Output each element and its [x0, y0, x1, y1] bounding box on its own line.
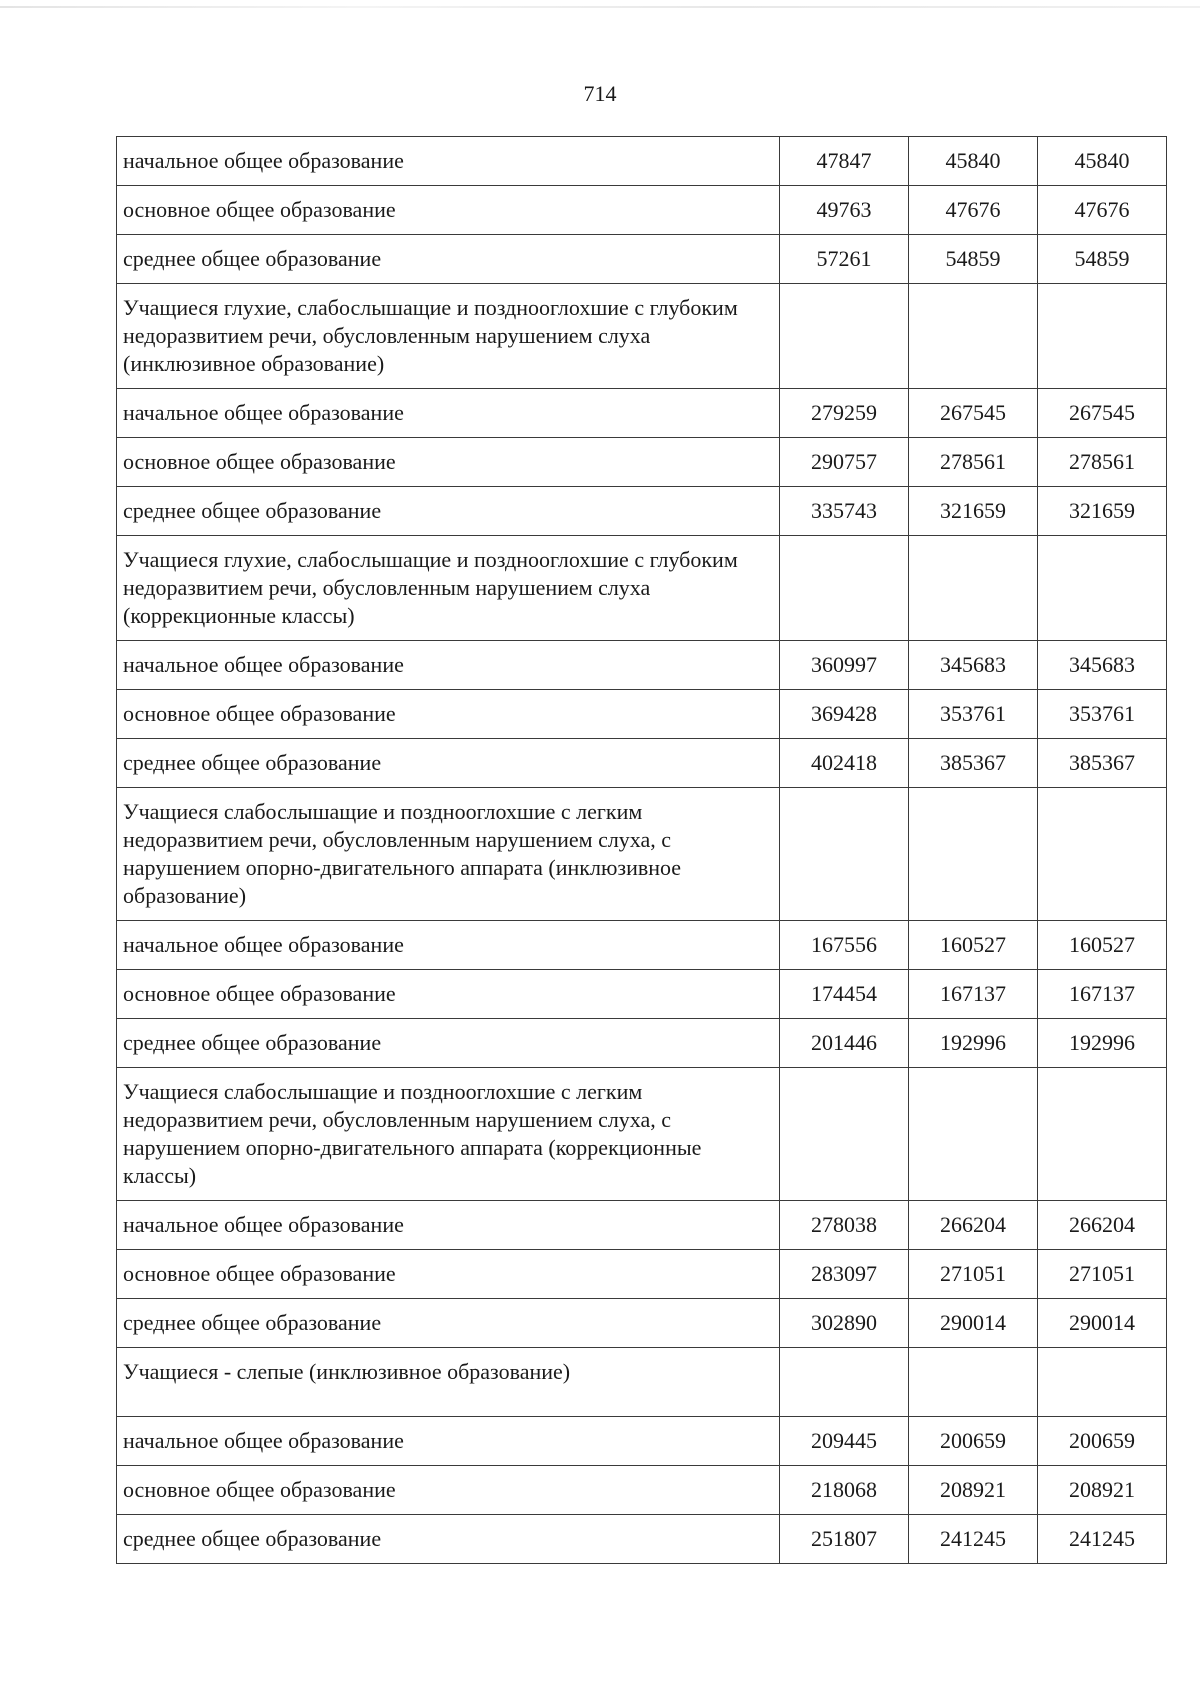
table-row	[117, 1299, 1167, 1348]
level-label-cell: основное общее образование	[117, 970, 780, 1019]
section-header-row	[117, 1348, 1167, 1417]
value-cell-year-3: 267545	[1038, 389, 1167, 438]
value-cell-year-3: 385367	[1038, 739, 1167, 788]
value-cell-year-2: 271051	[909, 1250, 1038, 1299]
level-label-cell: основное общее образование	[117, 690, 780, 739]
value-cell-year-3	[1038, 788, 1167, 921]
table-body	[117, 137, 1167, 1564]
value-cell-year-2: 278561	[909, 438, 1038, 487]
level-label-cell: основное общее образование	[117, 186, 780, 235]
level-label-cell: среднее общее образование	[117, 1299, 780, 1348]
value-cell-year-2: 267545	[909, 389, 1038, 438]
value-cell-year-3	[1038, 1068, 1167, 1201]
value-cell-year-1: 201446	[780, 1019, 909, 1068]
value-cell-year-2: 45840	[909, 137, 1038, 186]
value-cell-year-2	[909, 284, 1038, 389]
table-row	[117, 1417, 1167, 1466]
table-row	[117, 438, 1167, 487]
section-label-cell: Учащиеся глухие, слабослышащие и позднооглохшие с глубоким недоразвитием речи, обусловленным нарушением слуха (коррекционные классы)	[117, 536, 780, 641]
section-label-cell: Учащиеся - слепые (инклюзивное образование)	[117, 1348, 780, 1417]
value-cell-year-1: 218068	[780, 1466, 909, 1515]
value-cell-year-1: 290757	[780, 438, 909, 487]
value-cell-year-3: 45840	[1038, 137, 1167, 186]
value-cell-year-1: 49763	[780, 186, 909, 235]
level-label-cell: среднее общее образование	[117, 235, 780, 284]
level-label-cell: среднее общее образование	[117, 1019, 780, 1068]
value-cell-year-3: 208921	[1038, 1466, 1167, 1515]
level-label-cell: основное общее образование	[117, 438, 780, 487]
value-cell-year-2: 192996	[909, 1019, 1038, 1068]
table-row	[117, 1201, 1167, 1250]
section-header-row	[117, 284, 1167, 389]
value-cell-year-3: 200659	[1038, 1417, 1167, 1466]
value-cell-year-3: 353761	[1038, 690, 1167, 739]
table-row	[117, 186, 1167, 235]
value-cell-year-1: 47847	[780, 137, 909, 186]
value-cell-year-3: 271051	[1038, 1250, 1167, 1299]
value-cell-year-3: 54859	[1038, 235, 1167, 284]
section-header-row	[117, 1068, 1167, 1201]
table-row	[117, 1515, 1167, 1564]
value-cell-year-1	[780, 284, 909, 389]
level-label-cell: основное общее образование	[117, 1466, 780, 1515]
value-cell-year-2: 47676	[909, 186, 1038, 235]
value-cell-year-2: 345683	[909, 641, 1038, 690]
value-cell-year-2	[909, 1068, 1038, 1201]
table-row	[117, 690, 1167, 739]
value-cell-year-1: 278038	[780, 1201, 909, 1250]
table-row	[117, 137, 1167, 186]
table-row	[117, 1019, 1167, 1068]
value-cell-year-1: 57261	[780, 235, 909, 284]
value-cell-year-3: 241245	[1038, 1515, 1167, 1564]
value-cell-year-2: 200659	[909, 1417, 1038, 1466]
value-cell-year-3: 167137	[1038, 970, 1167, 1019]
value-cell-year-2: 266204	[909, 1201, 1038, 1250]
level-label-cell: начальное общее образование	[117, 389, 780, 438]
level-label-cell: основное общее образование	[117, 1250, 780, 1299]
value-cell-year-1: 174454	[780, 970, 909, 1019]
value-cell-year-1	[780, 536, 909, 641]
table-row	[117, 487, 1167, 536]
section-label-cell: Учащиеся слабослышащие и позднооглохшие с легким недоразвитием речи, обусловленным нарушением слуха, с нарушением опорно-двигательного аппарата (инклюзивное образование)	[117, 788, 780, 921]
value-cell-year-1: 402418	[780, 739, 909, 788]
value-cell-year-3: 278561	[1038, 438, 1167, 487]
value-cell-year-3	[1038, 284, 1167, 389]
value-cell-year-3: 160527	[1038, 921, 1167, 970]
section-header-row	[117, 788, 1167, 921]
value-cell-year-3	[1038, 1348, 1167, 1417]
table-row	[117, 739, 1167, 788]
value-cell-year-2: 241245	[909, 1515, 1038, 1564]
table-row	[117, 1466, 1167, 1515]
level-label-cell: среднее общее образование	[117, 739, 780, 788]
value-cell-year-2: 321659	[909, 487, 1038, 536]
table-row	[117, 1250, 1167, 1299]
value-cell-year-2: 54859	[909, 235, 1038, 284]
value-cell-year-1: 167556	[780, 921, 909, 970]
table-row	[117, 389, 1167, 438]
value-cell-year-2: 290014	[909, 1299, 1038, 1348]
value-cell-year-2	[909, 1348, 1038, 1417]
value-cell-year-2	[909, 788, 1038, 921]
value-cell-year-1: 369428	[780, 690, 909, 739]
value-cell-year-2: 385367	[909, 739, 1038, 788]
level-label-cell: начальное общее образование	[117, 137, 780, 186]
value-cell-year-1	[780, 1068, 909, 1201]
value-cell-year-2: 167137	[909, 970, 1038, 1019]
value-cell-year-2: 160527	[909, 921, 1038, 970]
table-row	[117, 970, 1167, 1019]
section-label-cell: Учащиеся слабослышащие и позднооглохшие с легким недоразвитием речи, обусловленным нарушением слуха, с нарушением опорно-двигательного аппарата (коррекционные классы)	[117, 1068, 780, 1201]
level-label-cell: начальное общее образование	[117, 641, 780, 690]
value-cell-year-3: 266204	[1038, 1201, 1167, 1250]
level-label-cell: начальное общее образование	[117, 921, 780, 970]
level-label-cell: начальное общее образование	[117, 1417, 780, 1466]
table-row	[117, 641, 1167, 690]
value-cell-year-3	[1038, 536, 1167, 641]
level-label-cell: среднее общее образование	[117, 487, 780, 536]
value-cell-year-3: 47676	[1038, 186, 1167, 235]
value-cell-year-2: 353761	[909, 690, 1038, 739]
section-header-row	[117, 536, 1167, 641]
level-label-cell: среднее общее образование	[117, 1515, 780, 1564]
value-cell-year-3: 345683	[1038, 641, 1167, 690]
value-cell-year-1: 360997	[780, 641, 909, 690]
value-cell-year-3: 290014	[1038, 1299, 1167, 1348]
value-cell-year-1: 302890	[780, 1299, 909, 1348]
value-cell-year-1: 283097	[780, 1250, 909, 1299]
value-cell-year-2: 208921	[909, 1466, 1038, 1515]
value-cell-year-1	[780, 788, 909, 921]
table-row	[117, 235, 1167, 284]
value-cell-year-3: 321659	[1038, 487, 1167, 536]
page-number: 714	[583, 81, 617, 106]
level-label-cell: начальное общее образование	[117, 1201, 780, 1250]
value-cell-year-1	[780, 1348, 909, 1417]
value-cell-year-3: 192996	[1038, 1019, 1167, 1068]
tariff-table	[116, 136, 1167, 1564]
value-cell-year-1: 335743	[780, 487, 909, 536]
value-cell-year-1: 251807	[780, 1515, 909, 1564]
table-row	[117, 921, 1167, 970]
value-cell-year-2	[909, 536, 1038, 641]
scan-edge-line	[0, 6, 1200, 8]
value-cell-year-1: 209445	[780, 1417, 909, 1466]
section-label-cell: Учащиеся глухие, слабослышащие и позднооглохшие с глубоким недоразвитием речи, обусловленным нарушением слуха (инклюзивное образование)	[117, 284, 780, 389]
value-cell-year-1: 279259	[780, 389, 909, 438]
